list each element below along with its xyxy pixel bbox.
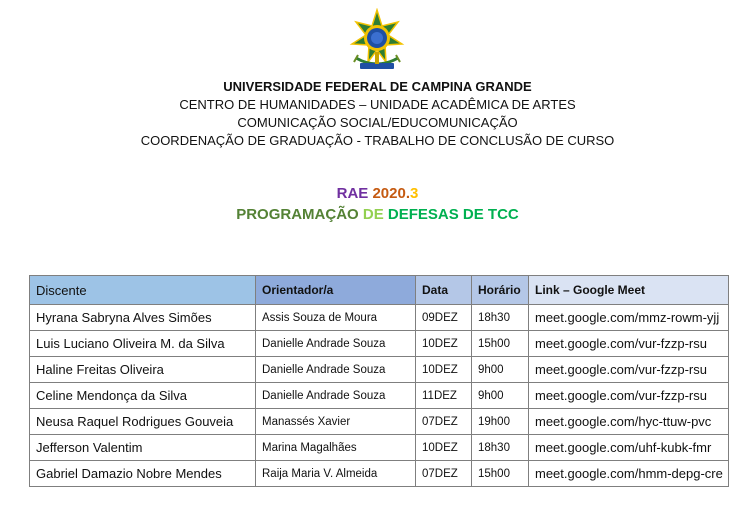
- center-name: CENTRO DE HUMANIDADES – UNIDADE ACADÊMICA DE ARTES: [179, 97, 576, 112]
- rae-suffix: 3: [410, 185, 419, 202]
- header-orientador: Orientador/a: [256, 276, 416, 305]
- table-header-row: [30, 276, 729, 305]
- table-row: [30, 305, 729, 331]
- cell-data: 10DEZ: [416, 357, 472, 383]
- title-de: DE: [362, 206, 384, 223]
- cell-data: 11DEZ: [416, 383, 472, 409]
- cell-meet-link[interactable]: meet.google.com/hyc-ttuw-pvc: [529, 409, 729, 435]
- table-row: [30, 409, 729, 435]
- cell-discente: Neusa Raquel Rodrigues Gouveia: [30, 409, 256, 435]
- cell-horario: 19h00: [472, 409, 529, 435]
- cell-orientador: Danielle Andrade Souza: [256, 331, 416, 357]
- cell-data: 07DEZ: [416, 461, 472, 487]
- title-programacao: PROGRAMAÇÃO: [236, 206, 359, 223]
- cell-horario: 18h30: [472, 435, 529, 461]
- cell-meet-link[interactable]: meet.google.com/vur-fzzp-rsu: [529, 383, 729, 409]
- rae-word: RAE: [336, 185, 369, 202]
- cell-orientador: Danielle Andrade Souza: [256, 357, 416, 383]
- table-row: [30, 357, 729, 383]
- header-horario: Horário: [472, 276, 529, 305]
- cell-data: 09DEZ: [416, 305, 472, 331]
- cell-horario: 15h00: [472, 331, 529, 357]
- header-discente: Discente: [30, 276, 256, 305]
- brazil-coat-of-arms-icon: [346, 8, 408, 74]
- cell-horario: 15h00: [472, 461, 529, 487]
- cell-horario: 18h30: [472, 305, 529, 331]
- cell-horario: 9h00: [472, 357, 529, 383]
- rae-title: [0, 184, 755, 204]
- defense-schedule-table: [29, 275, 729, 487]
- cell-discente: Hyrana Sabryna Alves Simões: [30, 305, 256, 331]
- cell-meet-link[interactable]: meet.google.com/vur-fzzp-rsu: [529, 357, 729, 383]
- cell-orientador: Marina Magalhães: [256, 435, 416, 461]
- university-name: UNIVERSIDADE FEDERAL DE CAMPINA GRANDE: [223, 79, 532, 94]
- cell-discente: Luis Luciano Oliveira M. da Silva: [30, 331, 256, 357]
- cell-meet-link[interactable]: meet.google.com/hmm-depg-cre: [529, 461, 729, 487]
- table-row: [30, 331, 729, 357]
- cell-data: 10DEZ: [416, 331, 472, 357]
- table-row: [30, 383, 729, 409]
- schedule-title: [0, 205, 755, 225]
- cell-data: 10DEZ: [416, 435, 472, 461]
- cell-meet-link[interactable]: meet.google.com/vur-fzzp-rsu: [529, 331, 729, 357]
- cell-data: 07DEZ: [416, 409, 472, 435]
- course-name: COMUNICAÇÃO SOCIAL/EDUCOMUNICAÇÃO: [237, 115, 518, 130]
- table-row: [30, 461, 729, 487]
- title-defesas: DEFESAS DE TCC: [387, 206, 519, 223]
- coordination-name: COORDENAÇÃO DE GRADUAÇÃO - TRABALHO DE CONCLUSÃO DE CURSO: [140, 133, 615, 148]
- cell-discente: Haline Freitas Oliveira: [30, 357, 256, 383]
- cell-meet-link[interactable]: meet.google.com/uhf-kubk-fmr: [529, 435, 729, 461]
- cell-discente: Celine Mendonça da Silva: [30, 383, 256, 409]
- cell-discente: Jefferson Valentim: [30, 435, 256, 461]
- header-data: Data: [416, 276, 472, 305]
- cell-orientador: Danielle Andrade Souza: [256, 383, 416, 409]
- header-link: Link – Google Meet: [529, 276, 729, 305]
- cell-orientador: Manassés Xavier: [256, 409, 416, 435]
- rae-number: 2020.: [372, 185, 411, 202]
- cell-discente: Gabriel Damazio Nobre Mendes: [30, 461, 256, 487]
- table-row: [30, 435, 729, 461]
- cell-horario: 9h00: [472, 383, 529, 409]
- cell-orientador: Raija Maria V. Almeida: [256, 461, 416, 487]
- cell-meet-link[interactable]: meet.google.com/mmz-rowm-yjj: [529, 305, 729, 331]
- cell-orientador: Assis Souza de Moura: [256, 305, 416, 331]
